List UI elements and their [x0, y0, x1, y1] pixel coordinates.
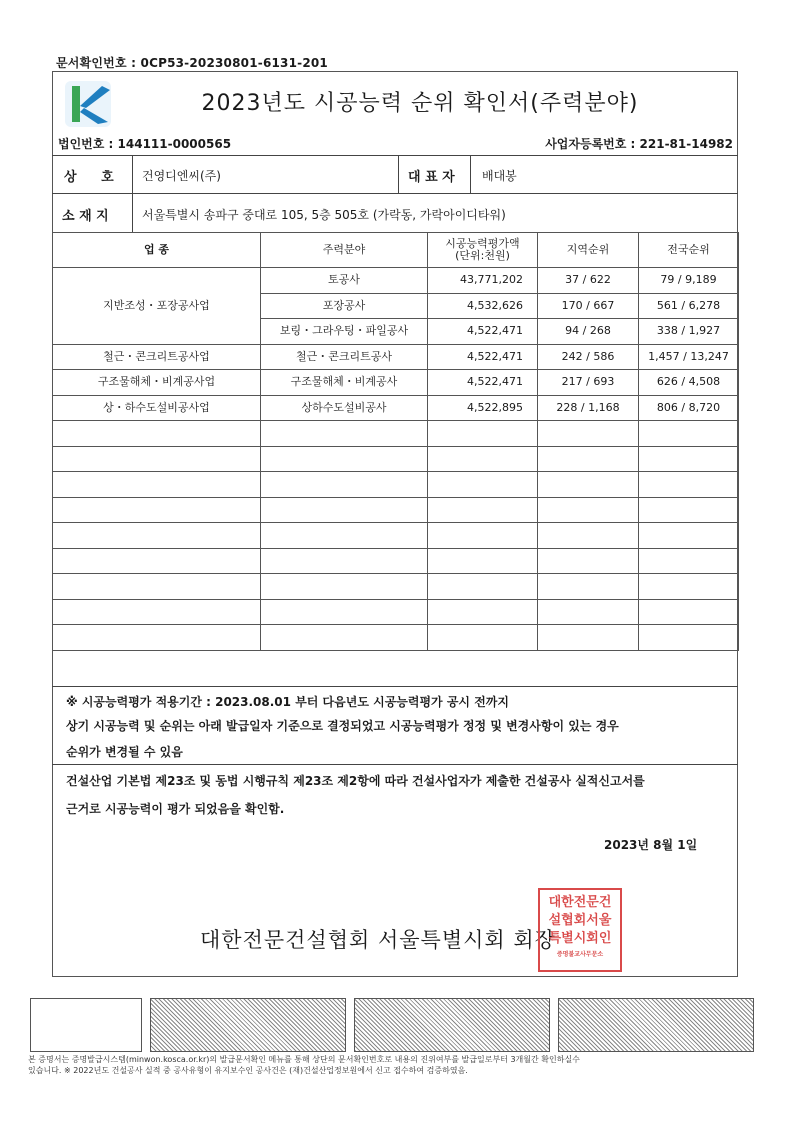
industry-cell: 상・하수도설비공사업 — [53, 395, 261, 421]
address-label: 소 재 지 — [62, 209, 109, 224]
divider — [52, 686, 738, 687]
confirmation-line2: 근거로 시공능력이 평가 되었음을 확인함. — [66, 802, 285, 816]
field-cell: 상하수도설비공사 — [261, 395, 428, 421]
field-cell: 구조물해체・비계공사 — [261, 370, 428, 396]
divider — [398, 155, 399, 193]
header-regional: 지역순위 — [538, 233, 639, 268]
divider — [52, 193, 738, 194]
field-cell: 철근・콘크리트공사 — [261, 344, 428, 370]
empty-row — [53, 548, 739, 574]
ceo-label: 대 표 자 — [408, 170, 455, 185]
amount-cell: 4,522,895 — [428, 395, 538, 421]
confirmation-line1: 건설산업 기본법 제23조 및 동법 시행규칙 제23조 제2항에 따라 건설사업자가 제출한 건설공사 실적신고서를 — [66, 774, 645, 788]
regional-rank-cell: 94 / 268 — [538, 319, 639, 345]
empty-row — [53, 625, 739, 651]
issuer-name: 대한전문건설협회 서울특별시회 회장 — [200, 928, 556, 952]
official-seal-stamp: 대한전문건 설협회서울 특별시회인 증명불교사무문소 — [538, 888, 622, 972]
barcode-image — [150, 998, 346, 1052]
empty-row — [53, 446, 739, 472]
empty-row — [53, 497, 739, 523]
table-row — [53, 268, 739, 294]
amount-cell: 4,522,471 — [428, 344, 538, 370]
divider — [132, 155, 133, 232]
table-row — [53, 344, 739, 370]
national-rank-cell: 79 / 9,189 — [639, 268, 739, 294]
national-rank-cell: 561 / 6,278 — [639, 293, 739, 319]
table-row — [53, 395, 739, 421]
kosca-logo — [62, 78, 114, 130]
blank-box — [30, 998, 142, 1052]
amount-cell: 4,522,471 — [428, 319, 538, 345]
national-rank-cell: 626 / 4,508 — [639, 370, 739, 396]
regional-rank-cell: 242 / 586 — [538, 344, 639, 370]
regional-rank-cell: 170 / 667 — [538, 293, 639, 319]
amount-cell: 4,532,626 — [428, 293, 538, 319]
divider — [52, 764, 738, 765]
empty-row — [53, 523, 739, 549]
empty-row — [53, 574, 739, 600]
company-name: 건영디엔씨(주) — [142, 169, 221, 183]
header-amount: 시공능력평가액 (단위:천원) — [428, 233, 538, 268]
empty-row — [53, 421, 739, 447]
business-registration-number: 사업자등록번호 : 221-81-14982 — [545, 137, 733, 151]
national-rank-cell: 338 / 1,927 — [639, 319, 739, 345]
field-cell: 토공사 — [261, 268, 428, 294]
document-number-label: 문서확인번호 — [56, 56, 127, 70]
header-industry: 업 종 — [53, 233, 261, 268]
document-number-value: 0CP53-20230801-6131-201 — [140, 56, 328, 70]
regional-rank-cell: 37 / 622 — [538, 268, 639, 294]
amount-cell: 4,522,471 — [428, 370, 538, 396]
field-cell: 보링・그라우팅・파일공사 — [261, 319, 428, 345]
industry-cell: 철근・콘크리트공사업 — [53, 344, 261, 370]
ceo-name: 배대봉 — [482, 169, 517, 183]
company-label: 상 호 — [64, 170, 124, 185]
table-row — [53, 370, 739, 396]
regional-rank-cell: 228 / 1,168 — [538, 395, 639, 421]
regional-rank-cell: 217 / 693 — [538, 370, 639, 396]
document-number: 문서확인번호 : 0CP53-20230801-6131-201 — [56, 56, 328, 70]
industry-cell: 지반조성・포장공사업 — [53, 268, 261, 345]
issue-date: 2023년 8월 1일 — [604, 838, 698, 852]
ranking-note-line1: 상기 시공능력 및 순위는 아래 발급일자 기준으로 결정되었고 시공능력평가 정정 및 변경사항이 있는 경우 — [66, 719, 619, 733]
field-cell: 포장공사 — [261, 293, 428, 319]
page-title: 2023년도 시공능력 순위 확인서(주력분야) — [201, 91, 639, 116]
national-rank-cell: 806 / 8,720 — [639, 395, 739, 421]
ranking-table — [52, 232, 739, 651]
validity-period-note: ※ 시공능력평가 적용기간 : 2023.08.01 부터 다음년도 시공능력평가 공시 전까지 — [66, 695, 509, 709]
ranking-note-line2: 순위가 변경될 수 있음 — [66, 745, 183, 759]
table-header — [53, 233, 739, 268]
header-national: 전국순위 — [639, 233, 739, 268]
address-value: 서울특별시 송파구 중대로 105, 5층 505호 (가락동, 가락아이디타워) — [142, 208, 506, 222]
barcode-image — [558, 998, 754, 1052]
amount-cell: 43,771,202 — [428, 268, 538, 294]
industry-cell: 구조물해체・비계공사업 — [53, 370, 261, 396]
empty-row — [53, 472, 739, 498]
divider — [52, 155, 738, 156]
header-field: 주력분야 — [261, 233, 428, 268]
empty-row — [53, 599, 739, 625]
corporate-number: 법인번호 : 144111-0000565 — [58, 137, 232, 151]
barcode-image — [354, 998, 550, 1052]
footer-notice: 본 증명서는 증명발급시스템(minwon.kosca.or.kr)의 발급문서확인 메뉴를 통해 상단의 문서확인번호로 내용의 진위여부를 발급일로부터 3개월간 확인하실수 있습니다. ※ 2022년도 건설공사 실적 중 공사유형이 유지보수인 공사건은 (재)건설산업정보원에서 신고 접수하여 검증하였음. — [28, 1055, 580, 1075]
national-rank-cell: 1,457 / 13,247 — [639, 344, 739, 370]
divider — [470, 155, 471, 193]
